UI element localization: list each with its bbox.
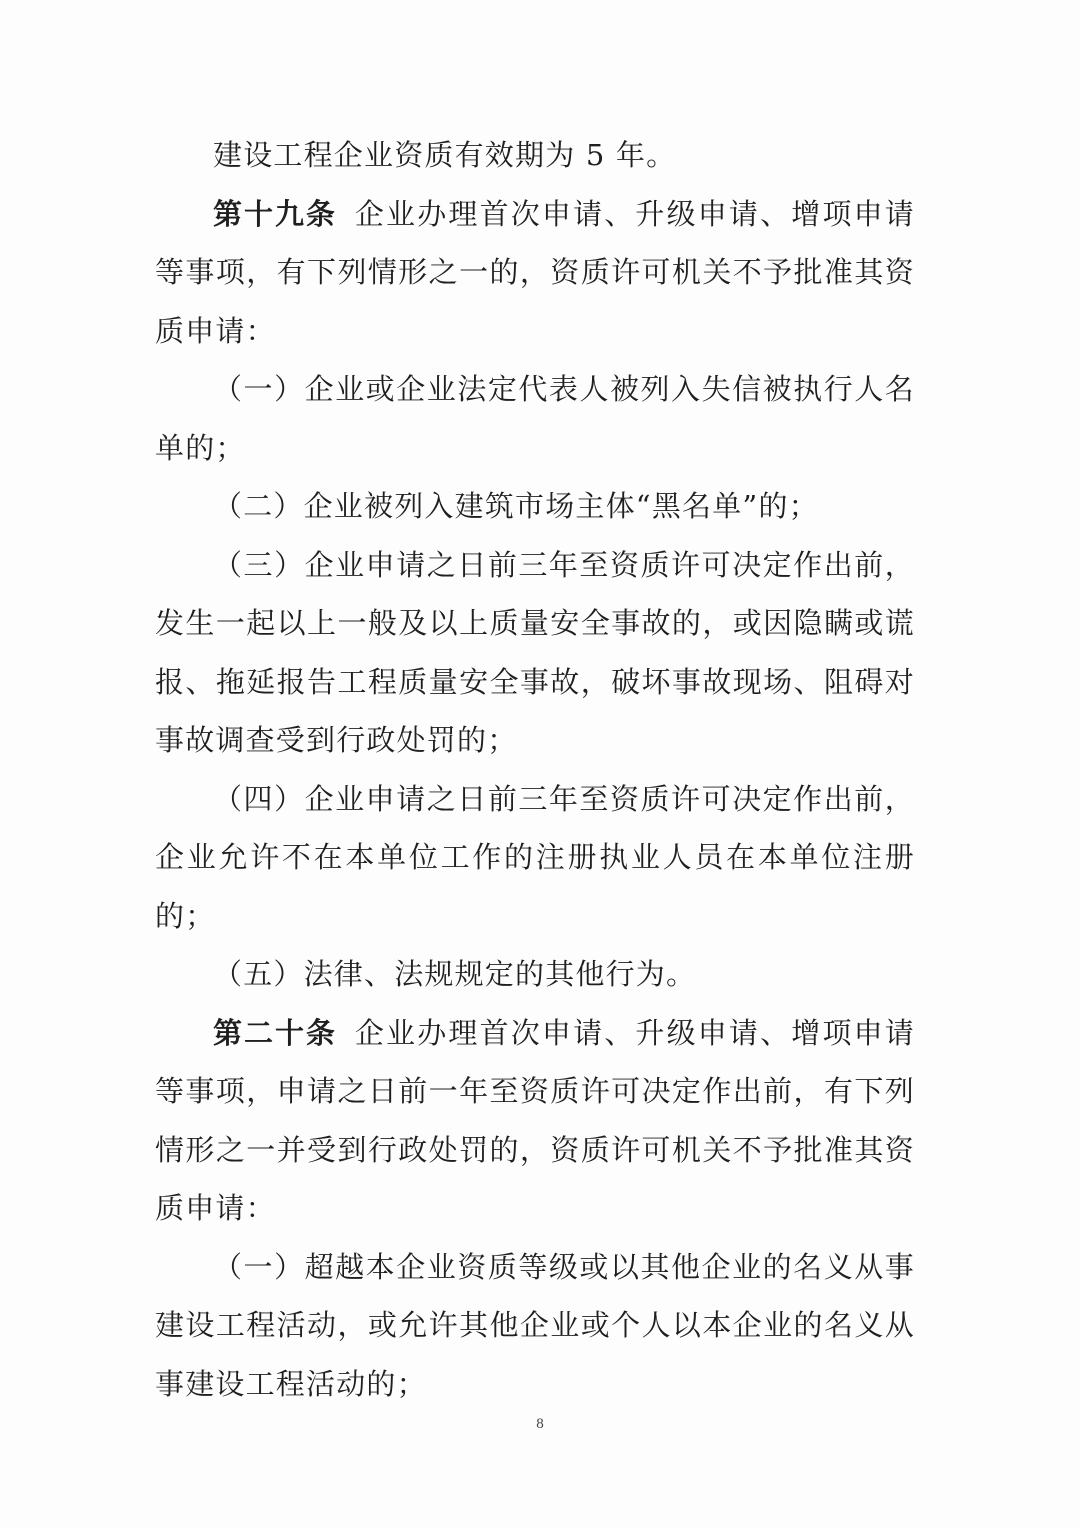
article-20-intro (155, 1004, 915, 1238)
article-title: 第二十条 (213, 1015, 337, 1050)
paragraph-text: （二）企业被列入建筑市场主体“黑名单”的； (213, 489, 819, 523)
paragraph-text: （五）法律、法规规定的其他行为。 (213, 957, 697, 991)
document-body (155, 126, 915, 1413)
article-19-item-5 (155, 945, 915, 1004)
article-19-item-4 (155, 770, 915, 946)
paragraph-validity (155, 126, 915, 185)
paragraph-text: （四）企业申请之日前三年至资质许可决定作出前，企业允许不在本单位工作的注册执业人员在本单位注册的； (155, 781, 915, 933)
article-20-item-1 (155, 1238, 915, 1414)
article-title: 第十九条 (213, 196, 337, 231)
article-19-intro (155, 185, 915, 361)
paragraph-text: （三）企业申请之日前三年至资质许可决定作出前，发生一起以上一般及以上质量安全事故的，或因隐瞒或谎报、拖延报告工程质量安全事故，破坏事故现场、阻碍对事故调查受到行政处罚的； (155, 547, 915, 757)
article-19-item-3 (155, 536, 915, 770)
page-number: 8 (536, 1416, 544, 1432)
paragraph-text: 建设工程企业资质有效期为 5 年。 (213, 138, 677, 172)
paragraph-text: 企业办理首次申请、升级申请、增项申请等事项，有下列情形之一的，资质许可机关不予批准其资质申请： (155, 196, 915, 348)
paragraph-text: （一）企业或企业法定代表人被列入失信被执行人名单的； (155, 372, 915, 465)
paragraph-text: （一）超越本企业资质等级或以其他企业的名义从事建设工程活动，或允许其他企业或个人以本企业的名义从事建设工程活动的； (155, 1249, 915, 1401)
article-19-item-1 (155, 360, 915, 477)
paragraph-text: 企业办理首次申请、升级申请、增项申请等事项，申请之日前一年至资质许可决定作出前，有下列情形之一并受到行政处罚的，资质许可机关不予批准其资质申请： (155, 1015, 915, 1225)
article-19-item-2 (155, 477, 915, 536)
